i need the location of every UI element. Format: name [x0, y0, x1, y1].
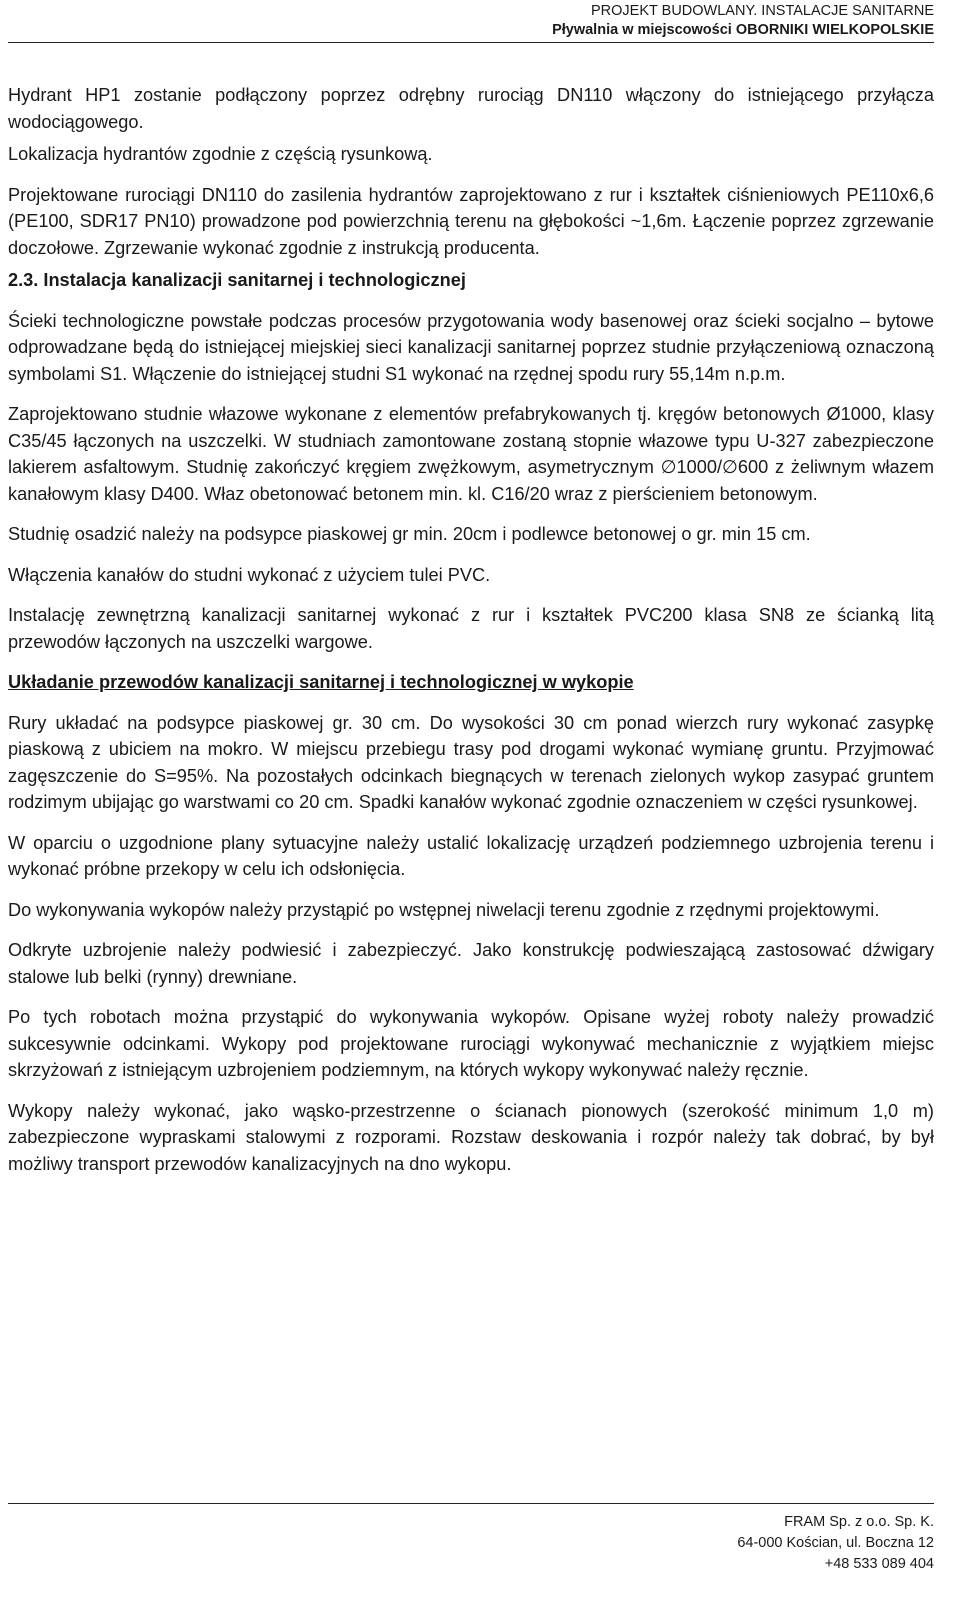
paragraph-external-installation: Instalację zewnętrzną kanalizacji sanitarnej wykonać z rur i kształtek PVC200 klasa SN8 ze ścianką litą przewodów łączonych na uszczelki wargowe.	[8, 605, 934, 652]
header-project-location: Pływalnia w miejscowości OBORNIKI WIELKOPOLSKIE	[552, 22, 934, 38]
paragraph-trench-shoring: Wykopy należy wykonać, jako wąsko-przestrzenne o ścianach pionowych (szerokość minimum 1,0 m) zabezpieczone wypraskami stalowymi z rozporami. Rozstaw deskowania i rozpór należy tak dobrać, by był możliwy transport przewodów kanalizacyjnych na dno wykopu.	[8, 1100, 934, 1174]
paragraph-pipe-laying: Rury układać na podsypce piaskowej gr. 30 cm. Do wysokości 30 cm ponad wierzch rury wykonać zasypkę piaskową z ubiciem na mokro. W miejscu przebiegu trasy pod drogami wykonać wymianę gruntu. Przyjmować zagęszczenie do S=95%. Na pozostałych odcinkach biegnących w terenach zielonych wykop zasypać gruntem rodzimym ubijając go warstwami co 20 cm. Spadki kanałów wykonać zgodnie oznaczeniem w części rysunkowej.	[8, 712, 934, 812]
header-project-title: PROJEKT BUDOWLANY. INSTALACJE SANITARNE	[591, 3, 934, 19]
footer-phone: +48 533 089 404	[824, 1556, 934, 1572]
paragraph-utility-location: W oparciu o uzgodnione plany sytuacyjne należy ustalić lokalizację urządzeń podziemnego uzbrojenia terenu i wykonać próbne przekopy w celu ich odsłonięcia.	[8, 832, 934, 879]
section-heading: 2.3. Instalacja kanalizacji sanitarnej i technologicznej	[8, 270, 466, 290]
paragraph-manholes: Zaprojektowano studnie włazowe wykonane z elementów prefabrykowanych tj. kręgów betonowych Ø1000, klasy C35/45 łączonych na uszczelki. W studniach zamontowane zostaną stopnie włazowe typu U-327 zabezpieczone lakierem asfaltowym. Studnię zakończyć kręgiem zwężkowym, asymetrycznym ∅1000/∅600 z żeliwnym włazem kanałowym klasy D400. Właz obetonować betonem min. kl. C16/20 wraz z pierścieniem betonowym.	[8, 404, 934, 504]
paragraph-connections: Włączenia kanałów do studni wykonać z użyciem tulei PVC.	[8, 564, 491, 585]
paragraph-manhole-base: Studnię osadzić należy na podsypce piaskowej gr min. 20cm i podlewce betonowej o gr. min 15 cm.	[8, 524, 811, 544]
header-divider	[8, 42, 934, 43]
paragraph-wastewater: Ścieki technologiczne powstałe podczas procesów przygotowania wody basenowej oraz ścieki socjalno – bytowe odprowadzane będą do istniejącej miejskiej sieci kanalizacji sanitarnej poprzez studnie przyłączeniową oznaczoną symbolami S1. Włączenie do istniejącej studni S1 wykonać na rzędnej spodu rury 55,14m n.p.m.	[8, 310, 934, 384]
paragraph-excavation-works: Po tych robotach można przystąpić do wykonywania wykopów. Opisane wyżej roboty należy prowadzić sukcesywnie odcinkami. Wykopy pod projektowane rurociągi wykonywać mechanicznie z wyjątkiem miejsc skrzyżowań z istniejącym uzbrojeniem podziemnym, na których wykopy wykonywać należy ręcznie.	[8, 1007, 934, 1080]
footer-company: FRAM Sp. z o.o. Sp. K.	[784, 1514, 934, 1530]
footer-address: 64-000 Kościan, ul. Boczna 12	[737, 1535, 934, 1551]
document-body	[8, 82, 934, 1177]
paragraph-pipelines: Projektowane rurociągi DN110 do zasilenia hydrantów zaprojektowano z rur i kształtek ciśnieniowych PE110x6,6 (PE100, SDR17 PN10) prowadzone pod powierzchnią terenu na głębokości ~1,6m. Łączenie poprzez zgrzewanie doczołowe. Zgrzewanie wykonać zgodnie z instrukcją producenta.	[8, 184, 934, 258]
footer-divider	[8, 1503, 934, 1504]
paragraph-hydrant: Hydrant HP1 zostanie podłączony poprzez odrębny rurociąg DN110 włączony do istniejącego przyłącza wodociągowego.	[8, 85, 934, 132]
subsection-heading: Układanie przewodów kanalizacji sanitarnej i technologicznej w wykopie	[8, 672, 634, 692]
page-header	[552, 2, 934, 40]
page-footer	[737, 1512, 934, 1575]
paragraph-excavation-start: Do wykonywania wykopów należy przystąpić po wstępnej niwelacji terenu zgodnie z rzędnymi projektowymi.	[8, 899, 880, 920]
paragraph-hydrant-location: Lokalizacja hydrantów zgodnie z częścią rysunkową.	[8, 144, 433, 164]
paragraph-utility-protection: Odkryte uzbrojenie należy podwiesić i zabezpieczyć. Jako konstrukcję podwieszającą zastosować dźwigary stalowe lub belki (rynny) drewniane.	[8, 940, 934, 987]
